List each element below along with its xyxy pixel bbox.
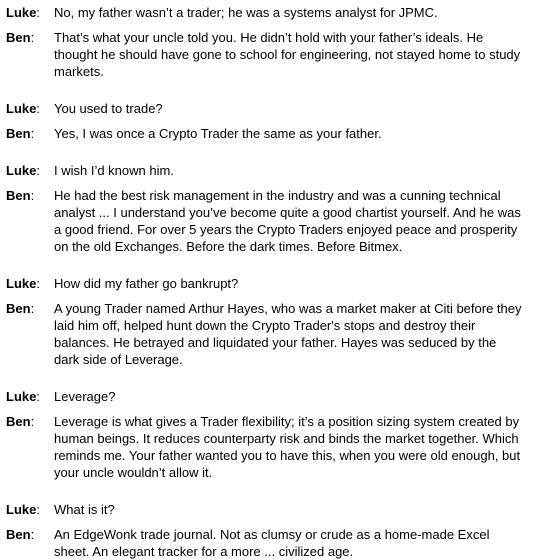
dialogue-text: You used to trade? [54,101,163,116]
speaker-label: Luke: [6,163,40,178]
dialogue-text: An EdgeWonk trade journal. Not as clumsy or crude as a home-made Excel sheet. An elegant tracker for a more ... civilized age. [54,527,490,559]
speaker-label: Ben: [6,414,35,429]
dialogue-text: I wish I’d known him. [54,163,174,178]
dialogue-line [6,4,528,21]
dialogue-text: What is it? [54,502,115,517]
speaker-label: Luke: [6,5,40,20]
speaker-label: Ben: [6,188,35,203]
dialogue-text: He had the best risk management in the industry and was a cunning technical analyst ... I understand you’ve become quite a good chartist yourself. And he was a good friend. For over 5 years the Crypto Traders enjoyed peace and prosperity on the old Exchanges. Before the dark times. Before Bitmex. [54,188,521,254]
dialogue-line [6,187,528,255]
speaker-label: Ben: [6,30,35,45]
dialogue-line [6,275,528,292]
speaker-label: Luke: [6,389,40,404]
dialogue-line [6,388,528,405]
speaker-label: Luke: [6,502,40,517]
dialogue-text: A young Trader named Arthur Hayes, who was a market maker at Citi before they laid him off, helped hunt down the Crypto Trader's stops and destroy their balances. He betrayed and liquidated your father. Hayes was seduced by the dark side of Leverage. [54,301,522,367]
dialogue-line [6,29,528,80]
speaker-label: Ben: [6,527,35,542]
dialogue-text: That’s what your uncle told you. He didn’t hold with your father’s ideals. He thought he should have gone to school for engineering, not stayed home to study markets. [54,30,521,79]
dialogue-text: How did my father go bankrupt? [54,276,239,291]
speaker-label: Ben: [6,301,35,316]
dialogue-line [6,413,528,481]
dialogue-text: Leverage? [54,389,116,404]
dialogue-line [6,100,528,117]
dialogue-line [6,300,528,368]
dialogue-line [6,501,528,518]
dialogue-line [6,162,528,179]
speaker-label: Ben: [6,126,35,141]
speaker-label: Luke: [6,101,40,116]
dialogue-text: No, my father wasn’t a trader; he was a systems analyst for JPMC. [54,5,438,20]
dialogue-text: Yes, I was once a Crypto Trader the same as your father. [54,126,382,141]
speaker-label: Luke: [6,276,40,291]
dialogue-line [6,526,528,560]
dialogue-line [6,125,528,142]
dialogue-text: Leverage is what gives a Trader flexibility; it’s a position sizing system created by human beings. It reduces counterparty risk and binds the market together. Which reminds me. Your father wanted you to have this, when you were old enough, but your uncle wouldn’t allow it. [54,414,521,480]
